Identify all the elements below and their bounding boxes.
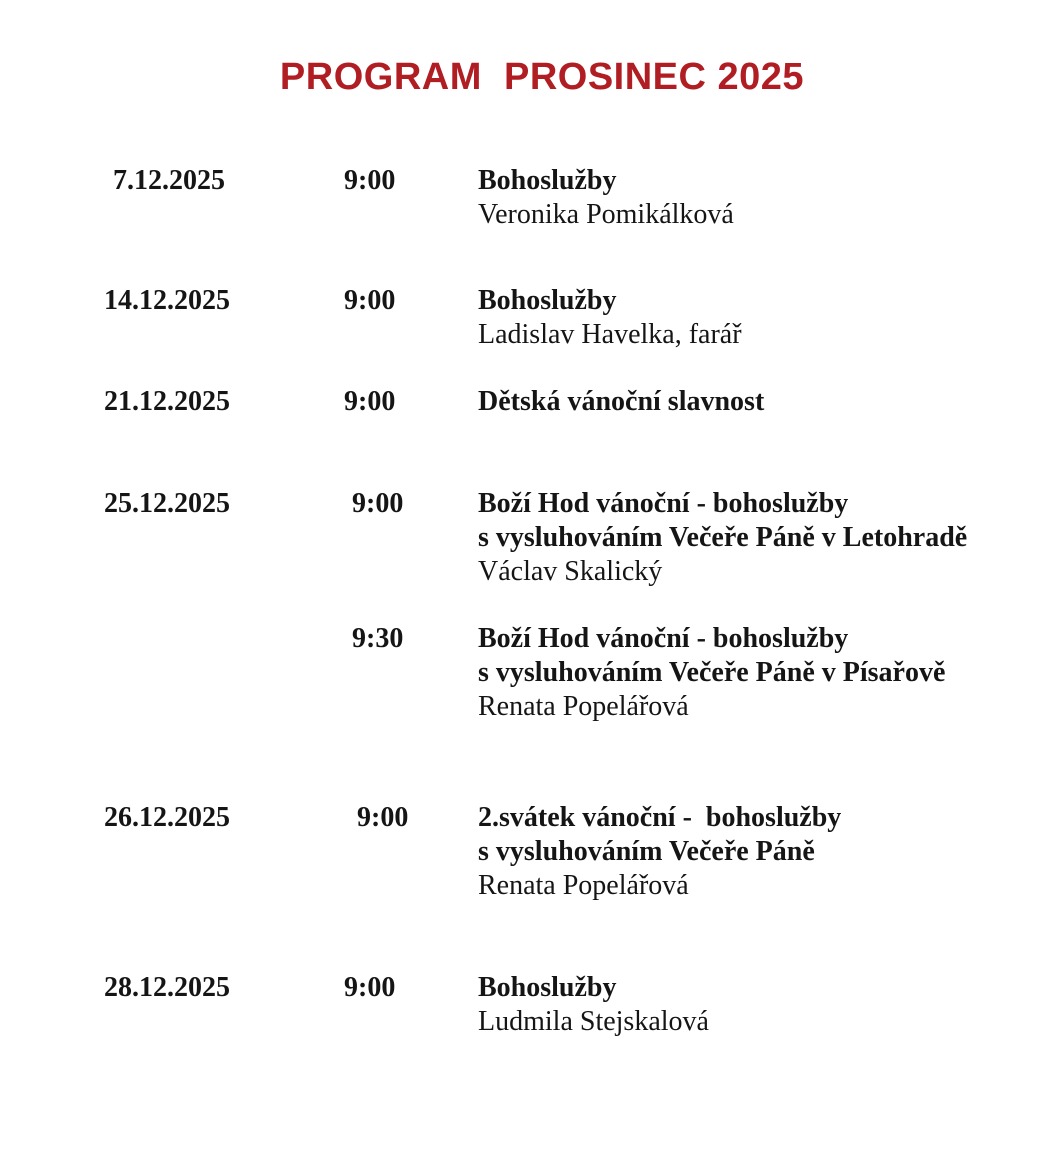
- event-title: Bohoslužby: [478, 972, 617, 1003]
- event-person: Václav Skalický: [478, 556, 663, 587]
- event-description: [478, 801, 1042, 903]
- event-title-continued: s vysluhováním Večeře Páně v Písařově: [478, 657, 946, 688]
- event-date: 7.12.2025: [113, 165, 225, 196]
- event-description: [478, 971, 1042, 1039]
- event-title: Bohoslužby: [478, 285, 617, 316]
- event-person: Renata Popelářová: [478, 691, 689, 722]
- event-time: 9:00: [344, 165, 396, 196]
- page-title: PROGRAM PROSINEC 2025: [279, 56, 805, 98]
- schedule-row: [0, 164, 1042, 232]
- event-time: 9:00: [344, 386, 396, 417]
- event-title: Boží Hod vánoční - bohoslužby: [478, 488, 849, 519]
- event-title: 2.svátek vánoční - bohoslužby: [478, 802, 842, 833]
- event-time: 9:00: [357, 802, 409, 833]
- event-title-continued: s vysluhováním Večeře Páně: [478, 836, 815, 867]
- event-person: Renata Popelářová: [478, 870, 689, 901]
- schedule-row: [0, 284, 1042, 352]
- schedule-row: [0, 385, 1042, 419]
- event-description: [478, 164, 1042, 232]
- event-time: 9:30: [352, 623, 404, 654]
- event-person: Ludmila Stejskalová: [478, 1006, 709, 1037]
- event-description: [478, 284, 1042, 352]
- schedule-row: [0, 801, 1042, 903]
- event-title-continued: s vysluhováním Večeře Páně v Letohradě: [478, 522, 968, 553]
- event-time: 9:00: [344, 285, 396, 316]
- event-title: Bohoslužby: [478, 165, 617, 196]
- event-date: 28.12.2025: [104, 972, 230, 1003]
- event-title: Dětská vánoční slavnost: [478, 386, 765, 417]
- schedule-row: [0, 622, 1042, 724]
- event-time: 9:00: [352, 488, 404, 519]
- event-description: [478, 487, 1042, 589]
- schedule-row: [0, 487, 1042, 589]
- event-date: 26.12.2025: [104, 802, 230, 833]
- event-date: 21.12.2025: [104, 386, 230, 417]
- event-person: Ladislav Havelka, farář: [478, 319, 742, 350]
- event-time: 9:00: [344, 972, 396, 1003]
- schedule-row: [0, 971, 1042, 1039]
- event-person: Veronika Pomikálková: [478, 199, 734, 230]
- event-date: 14.12.2025: [104, 285, 230, 316]
- event-title: Boží Hod vánoční - bohoslužby: [478, 623, 849, 654]
- event-date: 25.12.2025: [104, 488, 230, 519]
- event-description: [478, 385, 1042, 419]
- event-description: [478, 622, 1042, 724]
- schedule-list: [0, 164, 1042, 1039]
